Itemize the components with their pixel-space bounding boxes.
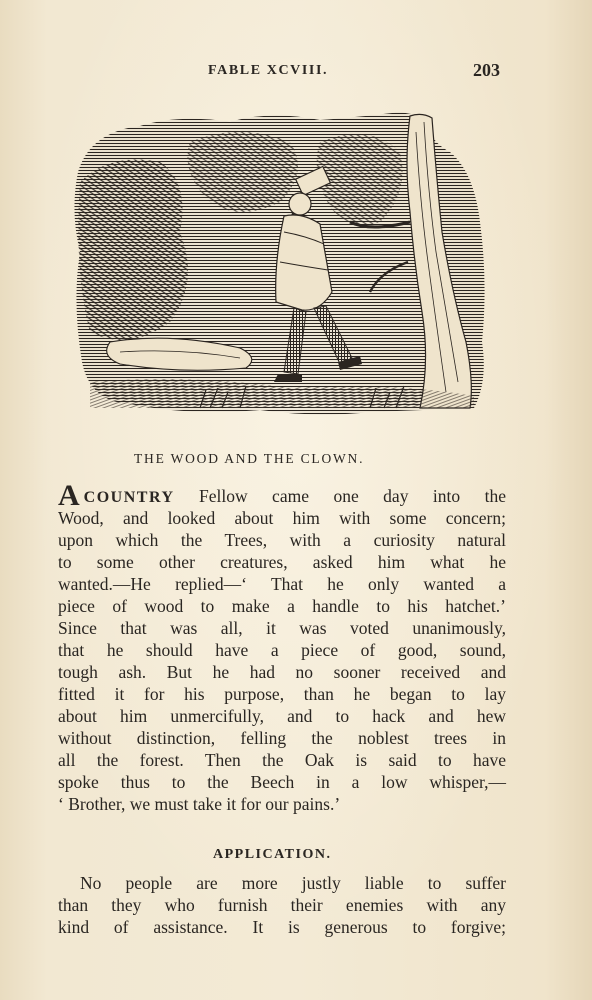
fable-line: tough ash. But he had no sooner received and — [58, 662, 506, 682]
fable-line: without distinction, felling the noblest trees in — [58, 728, 506, 748]
fable-title: THE WOOD AND THE CLOWN. — [134, 451, 365, 466]
fable-line: wanted.—He replied—‘ That he only wanted a — [58, 574, 506, 594]
fable-line: spoke thus to the Beech in a low whisper,— — [58, 772, 506, 792]
application-line: than they who furnish their enemies with any — [58, 895, 506, 915]
initial-letter: A — [58, 479, 80, 512]
page-number: 203 — [473, 60, 500, 80]
fable-line: ‘ Brother, we must take it for our pains.’ — [58, 794, 341, 814]
fable-body — [58, 479, 506, 815]
fable-line: to some other creatures, asked him what he — [58, 552, 506, 572]
initial-word: COUNTRY — [83, 489, 175, 506]
woodcut-illustration — [70, 112, 490, 417]
fable-line: upon which the Trees, with a curiosity natural — [58, 530, 506, 550]
fable-line: Since that was all, it was voted unanimously, — [58, 618, 506, 638]
fable-line: fitted it for his purpose, than he began to lay — [58, 684, 506, 704]
fable-line: ACOUNTRY Fellow came one day into the — [58, 479, 506, 512]
fable-line: all the forest. Then the Oak is said to have — [58, 750, 506, 770]
fable-line: about him unmercifully, and to hack and hew — [58, 706, 506, 726]
fable-line: Wood, and looked about him with some concern; — [58, 508, 506, 528]
application-heading: APPLICATION. — [213, 847, 332, 862]
running-head: FABLE XCVIII. — [208, 63, 329, 78]
application-line: No people are more justly liable to suffer — [80, 873, 506, 893]
fable-line: piece of wood to make a handle to his hatchet.’ — [58, 596, 506, 616]
application-line: kind of assistance. It is generous to forgive; — [58, 917, 506, 937]
fable-line: that he should have a piece of good, sound, — [58, 640, 506, 660]
application-body — [58, 872, 506, 938]
